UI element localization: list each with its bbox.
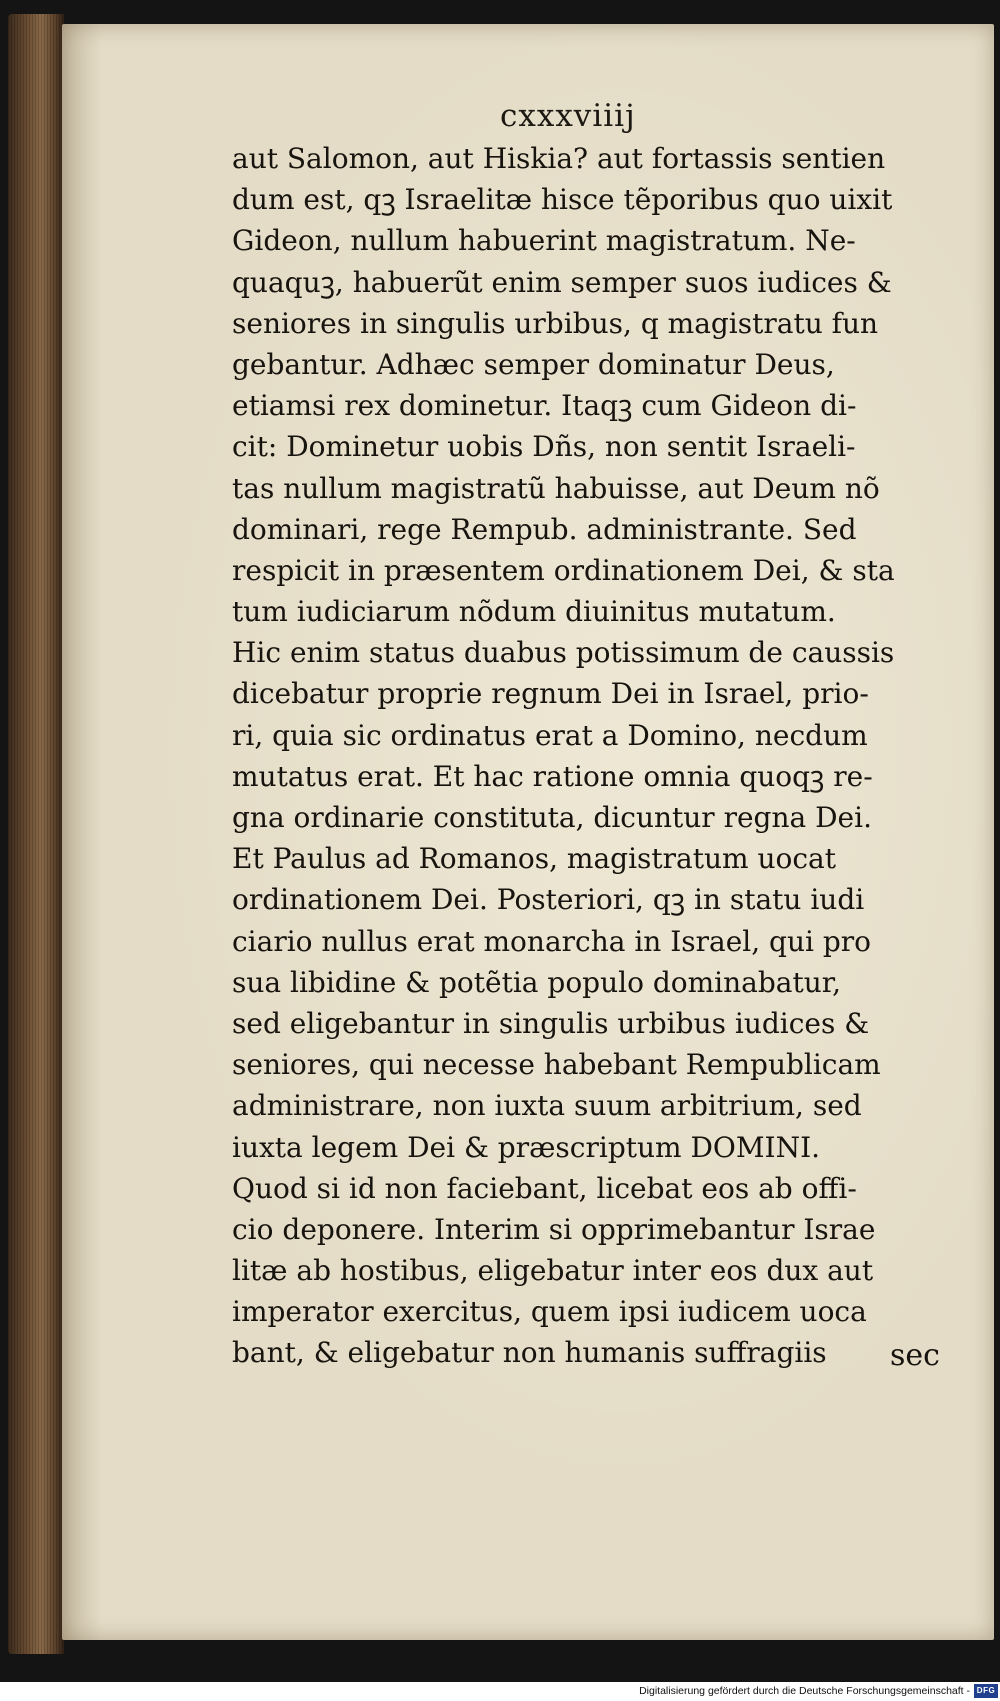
body-text bbox=[232, 138, 952, 1374]
text-line: bant, & eligebatur non humanis suffragiis bbox=[232, 1336, 827, 1370]
text-line: respicit in præsentem ordinationem Dei, & sta bbox=[232, 553, 895, 587]
text-line: tum iudiciarum nõdum diuinitus mutatum. bbox=[232, 595, 836, 629]
text-line: litæ ab hostibus, eligebatur inter eos dux aut bbox=[232, 1254, 874, 1288]
digitization-credit: Digitalisierung gefördert durch die Deutsche Forschungsgemeinschaft - bbox=[639, 1685, 970, 1697]
text-line: dicebatur proprie regnum Dei in Israel, prio- bbox=[232, 677, 869, 711]
text-line: imperator exercitus, quem ipsi iudicem uoca bbox=[232, 1295, 867, 1329]
text-line: seniores, qui necesse habebant Rempublicam bbox=[232, 1048, 881, 1082]
text-line: Hic enim status duabus potissimum de caussis bbox=[232, 636, 895, 670]
running-head-page-number: cxxxviiij bbox=[500, 98, 636, 134]
text-line: gna ordinarie constituta, dicuntur regna Dei. bbox=[232, 801, 872, 834]
text-line: ciario nullus erat monarcha in Israel, qui pro bbox=[232, 924, 872, 958]
text-line: ri, quia sic ordinatus erat a Domino, necdum bbox=[232, 718, 868, 752]
text-line: dum est, qꝫ Israelitæ hisce tẽporibus quo uixit bbox=[232, 183, 893, 217]
text-line: tas nullum magistratũ habuisse, aut Deum nõ bbox=[232, 471, 880, 505]
text-line: dominari, rege Rempub. administrante. Sed bbox=[232, 512, 857, 546]
text-line: Quod si id non faciebant, licebat eos ab offi- bbox=[232, 1171, 857, 1205]
text-line: aut Salomon, aut Hiskia? aut fortassis sentien bbox=[232, 142, 886, 175]
text-line: iuxta legem Dei & præscriptum DOMINI. bbox=[232, 1130, 821, 1164]
text-line: sed eligebantur in singulis urbibus iudices & bbox=[232, 1006, 870, 1040]
text-line: cit: Dominetur uobis Dñs, non sentit Israeli- bbox=[232, 430, 856, 464]
text-line: ordinationem Dei. Posteriori, qꝫ in statu iudi bbox=[232, 883, 865, 917]
text-line: Et Paulus ad Romanos, magistratum uocat bbox=[232, 842, 836, 876]
text-line: mutatus erat. Et hac ratione omnia quoqꝫ re- bbox=[232, 759, 873, 793]
text-line: etiamsi rex dominetur. Itaqꝫ cum Gideon di- bbox=[232, 389, 857, 423]
text-line: gebantur. Adhæc semper dominatur Deus, bbox=[232, 347, 835, 381]
catchword: sec bbox=[890, 1338, 940, 1373]
text-line: cio deponere. Interim si opprimebantur Israe bbox=[232, 1212, 876, 1246]
dfg-logo: DFG bbox=[974, 1684, 998, 1698]
text-line: quaquꝫ, habuerũt enim semper suos iudices & bbox=[232, 265, 892, 299]
book-page-edge bbox=[8, 14, 64, 1654]
text-line: administrare, non iuxta suum arbitrium, sed bbox=[232, 1089, 862, 1123]
text-line: sua libidine & potẽtia populo dominabatur, bbox=[232, 965, 841, 999]
text-line: seniores in singulis urbibus, q magistratu fun bbox=[232, 306, 879, 340]
text-line: Gideon, nullum habuerint magistratum. Ne- bbox=[232, 224, 856, 258]
